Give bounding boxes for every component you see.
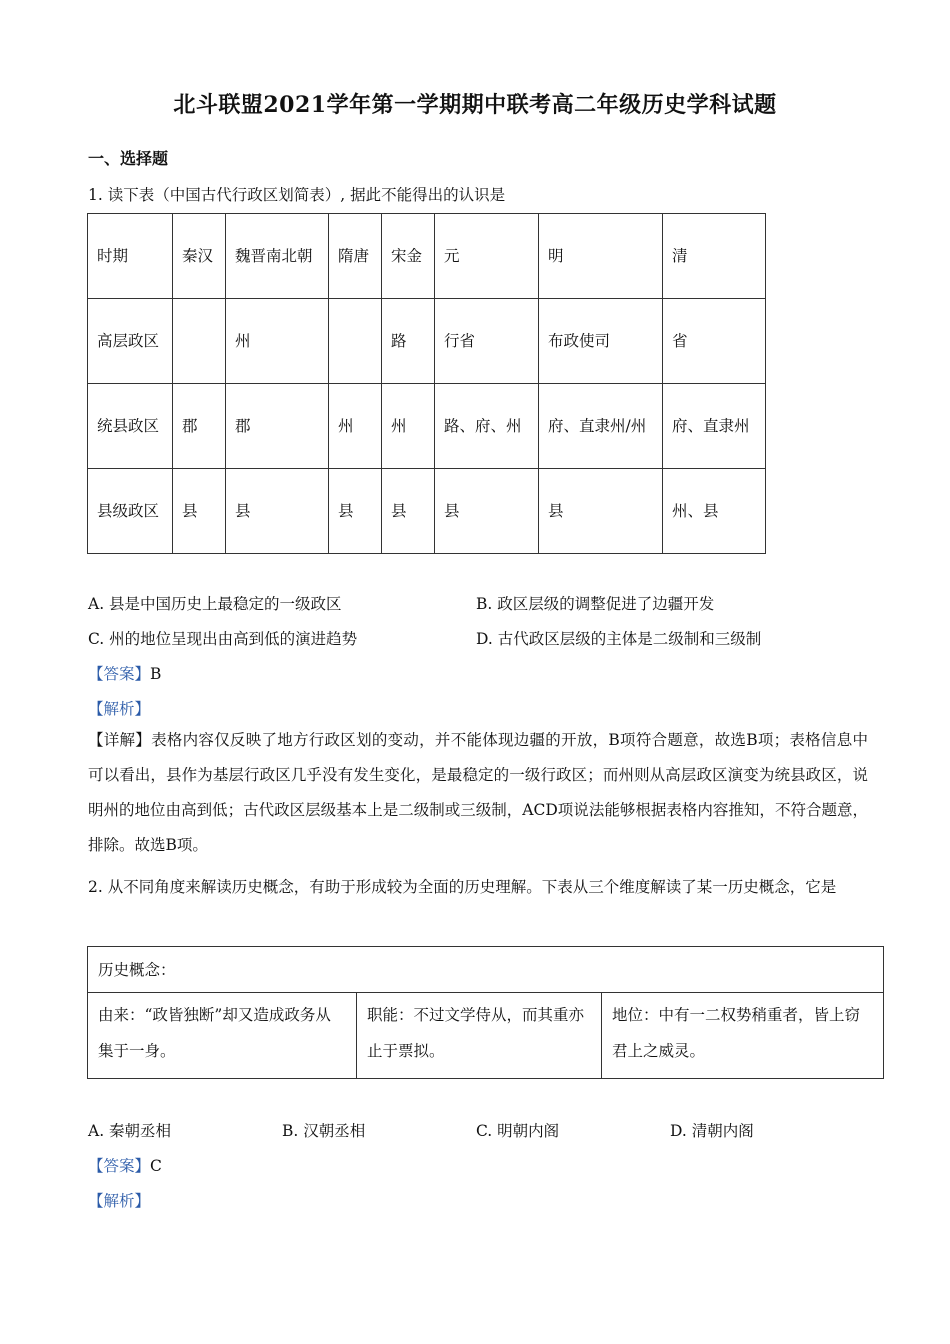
table-cell: 州 — [226, 299, 329, 384]
table-cell — [173, 299, 226, 384]
q1-detail — [88, 723, 868, 863]
table-cell: 秦汉 — [173, 214, 226, 299]
table-cell: 高层政区 — [88, 299, 173, 384]
table-cell: 州 — [329, 384, 382, 469]
q2-option-a: A. 秦朝丞相 — [88, 1122, 172, 1140]
q2-answer — [88, 1154, 162, 1176]
table-cell: 县 — [329, 469, 382, 554]
q2-table — [87, 946, 884, 1079]
table-cell: 州 — [382, 384, 435, 469]
detail-label: 【详解】 — [88, 731, 152, 749]
answer-value: C — [150, 1157, 162, 1175]
analysis-label: 【解析】 — [88, 700, 151, 718]
table-row — [88, 947, 884, 993]
table-cell: 时期 — [88, 214, 173, 299]
table-cell: 清 — [663, 214, 766, 299]
q1-table — [87, 213, 766, 554]
q1-answer — [88, 662, 161, 684]
q1-analysis-label — [88, 697, 150, 719]
table-cell: 明 — [539, 214, 663, 299]
table-cell: 郡 — [226, 384, 329, 469]
table-row — [88, 384, 766, 469]
q1-option-d: D. 古代政区层级的主体是二级制和三级制 — [476, 630, 762, 648]
origin-cell: 由来：“政皆独断”却又造成政务从集于一身。 — [88, 993, 357, 1079]
answer-label: 【答案】 — [88, 665, 151, 683]
concept-cell: 历史概念： — [88, 947, 884, 993]
table-row — [88, 993, 884, 1079]
q2-option-d: D. 清朝内阁 — [670, 1122, 754, 1140]
table-cell: 县 — [539, 469, 663, 554]
detail-text: 表格内容仅反映了地方行政区划的变动，并不能体现边疆的开放，B项符合题意，故选B项；表格信息中可以看出，县作为基层行政区几乎没有发生变化，是最稳定的一级行政区；而州则从高层政区演变为统县政区，说明州的地位由高到低；古代政区层级基本上是二级制或三级制，ACD项说法能够根据表格内容推知，不符合题意，排除。故选B项。 — [88, 731, 868, 854]
table-row — [88, 469, 766, 554]
table-cell: 县 — [435, 469, 539, 554]
q2-option-b: B. 汉朝丞相 — [282, 1122, 366, 1140]
table-cell: 布政使司 — [539, 299, 663, 384]
status-cell: 地位：中有一二权势稍重者，皆上窃君上之威灵。 — [602, 993, 884, 1079]
q2-analysis-label — [88, 1189, 150, 1211]
table-cell: 郡 — [173, 384, 226, 469]
q1-stem: 1. 读下表（中国古代行政区划简表）, 据此不能得出的认识是 — [88, 186, 506, 204]
q2-option-c: C. 明朝内阁 — [476, 1122, 560, 1140]
q1-option-a: A. 县是中国历史上最稳定的一级政区 — [88, 595, 342, 613]
table-cell: 元 — [435, 214, 539, 299]
table-cell: 统县政区 — [88, 384, 173, 469]
table-cell — [329, 299, 382, 384]
q1-option-b: B. 政区层级的调整促进了边疆开发 — [476, 595, 715, 613]
answer-label: 【答案】 — [88, 1157, 151, 1175]
table-cell: 府、直隶州/州 — [539, 384, 663, 469]
table-cell: 县 — [382, 469, 435, 554]
table-cell: 路 — [382, 299, 435, 384]
analysis-label: 【解析】 — [88, 1192, 151, 1210]
table-cell: 路、府、州 — [435, 384, 539, 469]
table-header-row — [88, 214, 766, 299]
q2-stem: 2. 从不同角度来解读历史概念，有助于形成较为全面的历史理解。下表从三个维度解读了某一历史概念，它是 — [88, 878, 837, 896]
section-heading: 一、选择题 — [88, 149, 169, 168]
table-row — [88, 299, 766, 384]
table-cell: 行省 — [435, 299, 539, 384]
table-cell: 州、县 — [663, 469, 766, 554]
q1-option-c: C. 州的地位呈现出由高到低的演进趋势 — [88, 630, 358, 648]
table-cell: 隋唐 — [329, 214, 382, 299]
table-cell: 县 — [226, 469, 329, 554]
function-cell: 职能：不过文学侍从，而其重亦止于票拟。 — [357, 993, 602, 1079]
table-cell: 省 — [663, 299, 766, 384]
table-cell: 县 — [173, 469, 226, 554]
answer-value: B — [150, 665, 162, 683]
table-cell: 魏晋南北朝 — [226, 214, 329, 299]
page-title: 北斗联盟2021学年第一学期期中联考高二年级历史学科试题 — [173, 92, 777, 118]
table-cell: 县级政区 — [88, 469, 173, 554]
table-cell: 府、直隶州 — [663, 384, 766, 469]
table-cell: 宋金 — [382, 214, 435, 299]
